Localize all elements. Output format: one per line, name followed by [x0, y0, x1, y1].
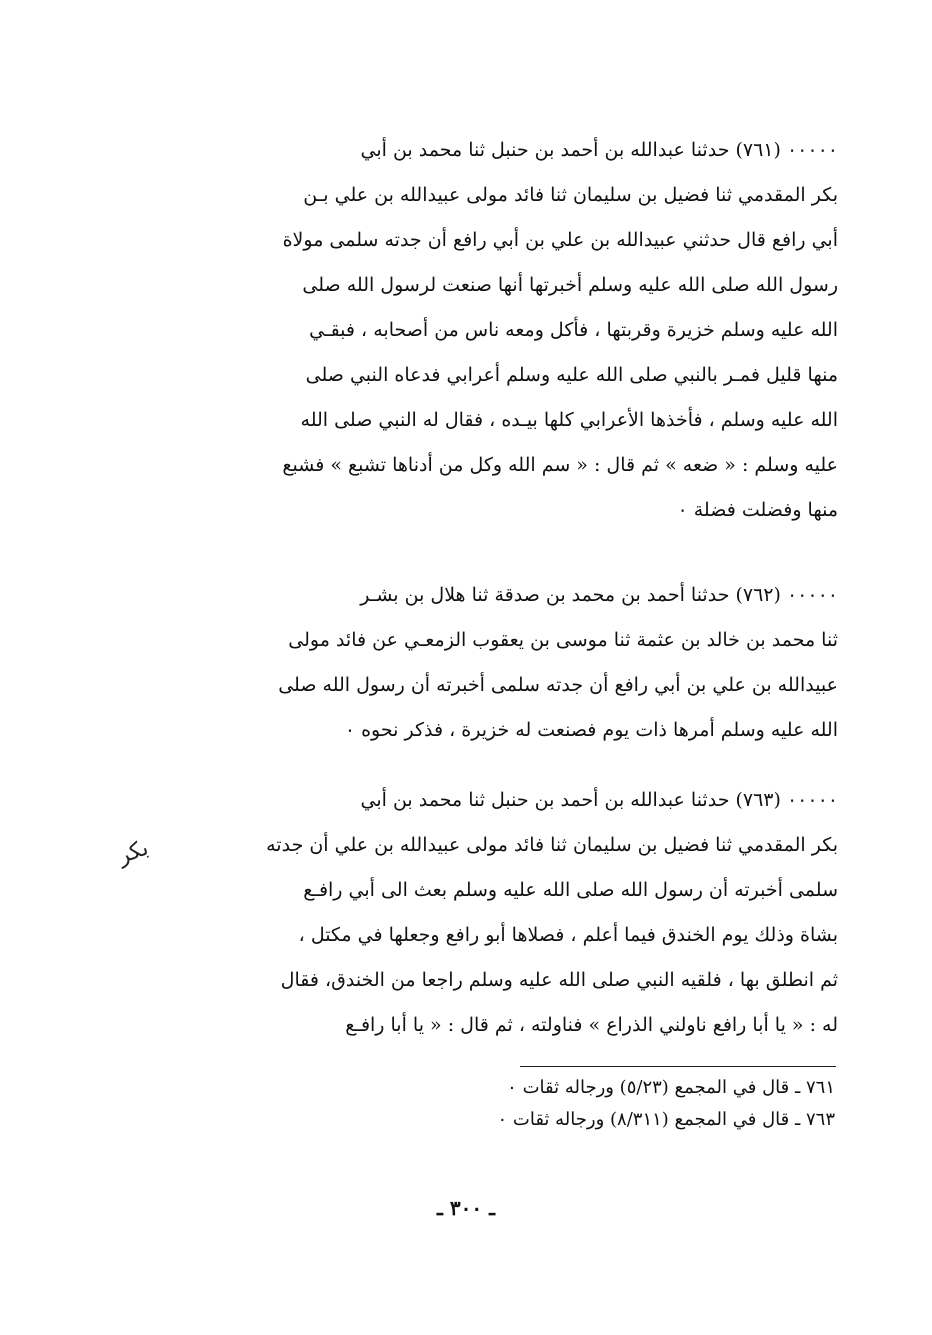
text-line: سلمى أخبرته أن رسول الله صلى الله عليه وسلم بعث الى أبي رافـع: [303, 879, 838, 901]
text-line: عبيدالله بن علي بن أبي رافع أن جدته سلمى أخبرته أن رسول الله صلى: [278, 674, 838, 696]
text-line: منها قليل فمـر بالنبي صلى الله عليه وسلم أعرابي فدعاه النبي صلى: [305, 364, 838, 386]
hadith-762-paragraph: [124, 573, 838, 753]
text-line: عليه وسلم : « ضعه » ثم قال : « سم الله وكل من أدناها تشبع » فشبع: [282, 454, 838, 476]
text-line: رسول الله صلى الله عليه وسلم أخبرتها أنها صنعت لرسول الله صلى: [302, 274, 838, 296]
text-line: أبي رافع قال حدثني عبيدالله بن علي بن أبي رافع أن جدته سلمى مولاة: [282, 229, 838, 251]
footnotes: [380, 1072, 835, 1136]
text-line: ٠٠٠٠٠ (٧٦١) حدثنا عبدالله بن أحمد بن حنبل ثنا محمد بن أبي: [360, 139, 838, 161]
handwritten-margin-note: بكر: [114, 835, 152, 870]
text-line: ٠٠٠٠٠ (٧٦٢) حدثنا أحمد بن محمد بن صدقة ثنا هلال بن بشـر: [360, 584, 838, 606]
hadith-763-paragraph: [124, 778, 838, 1048]
text-line: ٠٠٠٠٠ (٧٦٣) حدثنا عبدالله بن أحمد بن حنبل ثنا محمد بن أبي: [360, 789, 838, 811]
footnote-761: ٧٦١ ـ قال في المجمع (٥/٢٣) ورجاله ثقات ٠: [507, 1077, 835, 1098]
footnote-divider: [520, 1066, 836, 1067]
text-line: الله عليه وسلم خزيرة وقربتها ، فأكل ومعه ناس من أصحابه ، فبقـي: [309, 319, 838, 341]
text-line: ثنا محمد بن خالد بن عثمة ثنا موسى بن يعقوب الزمعـي عن فائد مولى: [288, 629, 838, 651]
text-line: بشاة وذلك يوم الخندق فيما أعلم ، فصلاها أبو رافع وجعلها في مكتل ،: [298, 924, 838, 946]
text-line: له : « يا أبا رافع ناولني الذراع » فناولته ، ثم قال : « يا أبا رافـع: [345, 1014, 838, 1036]
page-number: ـ ٣٠٠ ـ: [437, 1196, 495, 1220]
text-line: الله عليه وسلم ، فأخذها الأعرابي كلها بيـده ، فقال له النبي صلى الله: [300, 409, 838, 431]
footnote-763: ٧٦٣ ـ قال في المجمع (٨/٣١١) ورجاله ثقات ٠: [497, 1109, 835, 1130]
text-line: بكر المقدمي ثنا فضيل بن سليمان ثنا فائد مولى عبيدالله بن علي بـن: [303, 184, 838, 206]
text-line: منها وفضلت فضلة ٠: [677, 499, 838, 521]
text-line: الله عليه وسلم أمرها ذات يوم فصنعت له خزيرة ، فذكر نحوه ٠: [344, 719, 838, 741]
text-line: ثم انطلق بها ، فلقيه النبي صلى الله عليه وسلم راجعا من الخندق، فقال: [280, 969, 838, 991]
hadith-761-paragraph: [124, 128, 838, 533]
text-line: بكر المقدمي ثنا فضيل بن سليمان ثنا فائد مولى عبيدالله بن علي أن جدته: [266, 834, 838, 856]
